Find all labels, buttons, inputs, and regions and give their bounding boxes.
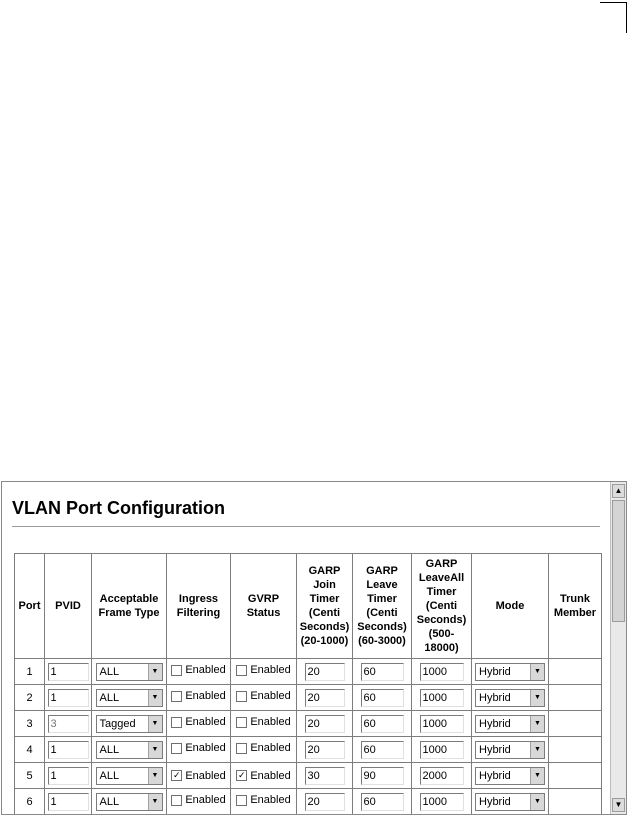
frame-type-select[interactable] (96, 767, 163, 785)
frame-type-value: ALL (99, 691, 120, 704)
join-cell (297, 737, 353, 763)
ingress-filtering-checkbox[interactable] (171, 794, 225, 806)
ingress-filtering-checkbox[interactable] (171, 690, 225, 702)
pvid-input[interactable] (48, 689, 89, 707)
ingress-filtering-checkbox[interactable] (171, 716, 225, 728)
checkbox-label: Enabled (250, 664, 291, 677)
chevron-down-icon[interactable]: ▼ (530, 742, 544, 758)
gvrp-cell (231, 711, 297, 737)
mode-select[interactable] (475, 715, 545, 733)
frame-type-select[interactable] (96, 715, 163, 733)
ingress-filtering-checkbox[interactable] (171, 742, 225, 754)
col-header-pvid: PVID (45, 554, 92, 659)
trunk-member-cell (549, 711, 602, 737)
col-header-mode: Mode (472, 554, 549, 659)
checkbox-icon[interactable] (171, 665, 182, 676)
mode-cell (472, 685, 549, 711)
garp-leave-timer-input[interactable] (361, 741, 404, 759)
garp-leaveall-timer-input[interactable] (420, 793, 464, 811)
mode-value: Hybrid (479, 665, 511, 678)
garp-join-timer-input[interactable] (305, 767, 345, 785)
port-cell: 5 (15, 763, 45, 789)
col-header-frame-type (92, 554, 167, 659)
garp-leave-timer-input[interactable] (361, 793, 404, 811)
garp-leaveall-timer-input[interactable] (420, 767, 464, 785)
scroll-down-arrow-icon[interactable]: ▼ (612, 798, 625, 812)
header-line: Member (553, 607, 597, 619)
garp-leaveall-timer-input[interactable] (420, 741, 464, 759)
chevron-down-icon[interactable]: ▼ (148, 768, 162, 784)
mode-select[interactable] (475, 793, 545, 811)
ingress-cell (167, 737, 231, 763)
table-row (15, 685, 602, 711)
header-line: (Centi (366, 607, 398, 619)
gvrp-status-checkbox[interactable] (236, 664, 290, 676)
trunk-member-cell (549, 763, 602, 789)
chevron-down-icon[interactable]: ▼ (530, 768, 544, 784)
garp-join-timer-input[interactable] (305, 715, 345, 733)
page-content (2, 482, 609, 814)
checkbox-icon[interactable] (236, 770, 247, 781)
header-line: Timer (367, 593, 397, 605)
garp-join-timer-input[interactable] (305, 741, 345, 759)
chevron-down-icon[interactable]: ▼ (148, 794, 162, 810)
chevron-down-icon[interactable]: ▼ (530, 716, 544, 732)
checkbox-icon[interactable] (171, 743, 182, 754)
checkbox-label: Enabled (185, 769, 226, 782)
mode-select[interactable] (475, 767, 545, 785)
frame-type-cell (92, 685, 167, 711)
checkbox-icon[interactable] (171, 770, 182, 781)
join-cell (297, 763, 353, 789)
col-header-garp-leave-timer (353, 554, 412, 659)
garp-join-timer-input[interactable] (305, 663, 345, 681)
checkbox-icon[interactable] (171, 691, 182, 702)
checkbox-icon[interactable] (171, 795, 182, 806)
ingress-cell (167, 711, 231, 737)
frame-type-value: ALL (99, 743, 120, 756)
chevron-down-icon[interactable]: ▼ (530, 690, 544, 706)
leave-cell (353, 711, 412, 737)
leaveall-cell (412, 685, 472, 711)
checkbox-label: Enabled (250, 794, 291, 807)
gvrp-status-checkbox[interactable] (236, 794, 290, 806)
scroll-up-arrow-icon[interactable]: ▲ (612, 484, 625, 498)
ingress-cell (167, 789, 231, 815)
pvid-cell (45, 737, 92, 763)
header-line: Ingress (178, 593, 219, 605)
mode-value: Hybrid (479, 743, 511, 756)
gvrp-cell (231, 789, 297, 815)
header-line: Seconds) (416, 614, 467, 626)
table-row (15, 789, 602, 815)
header-line: (Centi (425, 600, 458, 612)
frame-type-cell (92, 659, 167, 685)
chevron-down-icon[interactable]: ▼ (530, 794, 544, 810)
header-line: Filtering (176, 607, 221, 619)
ingress-filtering-checkbox[interactable] (171, 664, 225, 676)
title-divider (12, 526, 600, 527)
ingress-cell (167, 685, 231, 711)
checkbox-label: Enabled (250, 690, 291, 703)
frame-type-cell (92, 763, 167, 789)
garp-leave-timer-input[interactable] (361, 689, 404, 707)
leave-cell (353, 789, 412, 815)
col-header-garp-join-timer (297, 554, 353, 659)
garp-join-timer-input[interactable] (305, 689, 345, 707)
trunk-member-cell (549, 789, 602, 815)
gvrp-cell (231, 737, 297, 763)
header-line: Seconds) (299, 621, 350, 633)
header-line: GARP (366, 565, 398, 577)
port-cell: 2 (15, 685, 45, 711)
mode-cell (472, 659, 549, 685)
checkbox-icon[interactable] (236, 691, 247, 702)
header-line: Frame Type (98, 607, 160, 619)
header-line: GVRP (247, 593, 280, 605)
garp-leave-timer-input[interactable] (361, 715, 404, 733)
frame-type-select[interactable] (96, 663, 163, 681)
chevron-down-icon[interactable]: ▼ (148, 664, 162, 680)
pvid-input[interactable] (48, 715, 89, 733)
checkbox-label: Enabled (185, 742, 226, 755)
join-cell (297, 659, 353, 685)
frame-type-value: ALL (99, 795, 120, 808)
frame-type-value: ALL (99, 769, 120, 782)
leave-cell (353, 763, 412, 789)
port-cell: 6 (15, 789, 45, 815)
garp-leave-timer-input[interactable] (361, 767, 404, 785)
checkbox-icon[interactable] (236, 795, 247, 806)
garp-leave-timer-input[interactable] (361, 663, 404, 681)
header-line: GARP (425, 558, 458, 570)
garp-leaveall-timer-input[interactable] (420, 715, 464, 733)
col-header-garp-leaveall-timer (412, 554, 472, 659)
gvrp-cell (231, 763, 297, 789)
pvid-input[interactable] (48, 663, 89, 681)
garp-join-timer-input[interactable] (305, 793, 345, 811)
chevron-down-icon[interactable]: ▼ (530, 664, 544, 680)
checkbox-label: Enabled (185, 794, 226, 807)
leaveall-cell (412, 659, 472, 685)
header-line: Status (246, 607, 281, 619)
page-title: VLAN Port Configuration (12, 498, 225, 518)
leaveall-cell (412, 789, 472, 815)
col-header-port: Port (15, 554, 45, 659)
scrollbar-thumb[interactable] (612, 500, 625, 622)
leave-cell (353, 737, 412, 763)
header-line: (500- (428, 628, 455, 640)
pvid-cell (45, 659, 92, 685)
checkbox-icon[interactable] (171, 717, 182, 728)
frame-type-cell (92, 711, 167, 737)
mode-select[interactable] (475, 741, 545, 759)
join-cell (297, 789, 353, 815)
checkbox-label: Enabled (250, 716, 291, 729)
table-body (15, 659, 602, 815)
frame-type-value: Tagged (99, 717, 136, 730)
col-header-ingress-filtering (167, 554, 231, 659)
trunk-member-cell (549, 737, 602, 763)
garp-leaveall-timer-input[interactable] (420, 663, 464, 681)
gvrp-status-checkbox[interactable] (236, 716, 290, 728)
header-line: Join (313, 579, 336, 591)
col-header-gvrp-status (231, 554, 297, 659)
frame-type-select[interactable] (96, 689, 163, 707)
mode-cell (472, 789, 549, 815)
checkbox-label: Enabled (185, 690, 226, 703)
gvrp-status-checkbox[interactable] (236, 690, 290, 702)
mode-value: Hybrid (479, 691, 511, 704)
pvid-cell (45, 789, 92, 815)
mode-select[interactable] (475, 663, 545, 681)
header-line: Trunk (560, 593, 590, 605)
mode-value: Hybrid (479, 795, 511, 808)
ingress-cell (167, 659, 231, 685)
check-mark-icon: ✓ (173, 770, 181, 781)
mode-cell (472, 763, 549, 789)
pvid-input[interactable] (48, 767, 89, 785)
mode-value: Hybrid (479, 769, 511, 782)
header-line: LeaveAll (418, 572, 465, 584)
frame-type-value: ALL (99, 665, 120, 678)
pvid-cell (45, 763, 92, 789)
header-line: Timer (426, 586, 457, 598)
chevron-down-icon[interactable]: ▼ (148, 742, 162, 758)
port-cell: 3 (15, 711, 45, 737)
mode-value: Hybrid (479, 717, 511, 730)
ingress-cell (167, 763, 231, 789)
port-cell: 4 (15, 737, 45, 763)
checkbox-label: Enabled (185, 716, 226, 729)
gvrp-status-checkbox[interactable] (236, 770, 290, 782)
pvid-cell (45, 685, 92, 711)
trunk-member-cell (549, 659, 602, 685)
trunk-member-cell (549, 685, 602, 711)
header-line: (20-1000) (300, 635, 349, 647)
frame-type-cell (92, 737, 167, 763)
pvid-input[interactable] (48, 793, 89, 811)
header-line: Acceptable (99, 593, 159, 605)
gvrp-status-checkbox[interactable] (236, 742, 290, 754)
mode-select[interactable] (475, 689, 545, 707)
col-header-trunk-member (549, 554, 602, 659)
checkbox-label: Enabled (250, 769, 291, 782)
checkbox-icon[interactable] (236, 717, 247, 728)
header-line: (Centi (308, 607, 341, 619)
checkbox-label: Enabled (250, 742, 291, 755)
port-cell: 1 (15, 659, 45, 685)
check-mark-icon: ✓ (238, 770, 246, 781)
frame-type-cell (92, 789, 167, 815)
frame-type-select[interactable] (96, 793, 163, 811)
table-row (15, 711, 602, 737)
header-line: 18000) (424, 642, 459, 654)
leave-cell (353, 659, 412, 685)
checkbox-label: Enabled (185, 664, 226, 677)
browser-frame (1, 481, 627, 815)
gvrp-cell (231, 659, 297, 685)
table-row (15, 763, 602, 789)
checkbox-icon[interactable] (236, 743, 247, 754)
header-line: GARP (308, 565, 341, 577)
leaveall-cell (412, 737, 472, 763)
gvrp-cell (231, 685, 297, 711)
mode-cell (472, 711, 549, 737)
leaveall-cell (412, 711, 472, 737)
chevron-down-icon[interactable]: ▼ (148, 690, 162, 706)
header-line: (60-3000) (358, 635, 406, 647)
crop-mark (600, 2, 627, 17)
header-line: Timer (309, 593, 340, 605)
table-row (15, 737, 602, 763)
mode-cell (472, 737, 549, 763)
garp-leaveall-timer-input[interactable] (420, 689, 464, 707)
chevron-down-icon[interactable]: ▼ (148, 716, 162, 732)
table-header-row (15, 554, 602, 659)
leaveall-cell (412, 763, 472, 789)
header-line: Seconds) (357, 621, 407, 633)
table-row (15, 659, 602, 685)
pvid-input[interactable] (48, 741, 89, 759)
ingress-filtering-checkbox[interactable] (171, 770, 225, 782)
vertical-scrollbar[interactable] (610, 482, 626, 814)
join-cell (297, 711, 353, 737)
header-line: Leave (366, 579, 398, 591)
leave-cell (353, 685, 412, 711)
join-cell (297, 685, 353, 711)
pvid-cell (45, 711, 92, 737)
vlan-port-table (14, 553, 602, 815)
frame-type-select[interactable] (96, 741, 163, 759)
checkbox-icon[interactable] (236, 665, 247, 676)
